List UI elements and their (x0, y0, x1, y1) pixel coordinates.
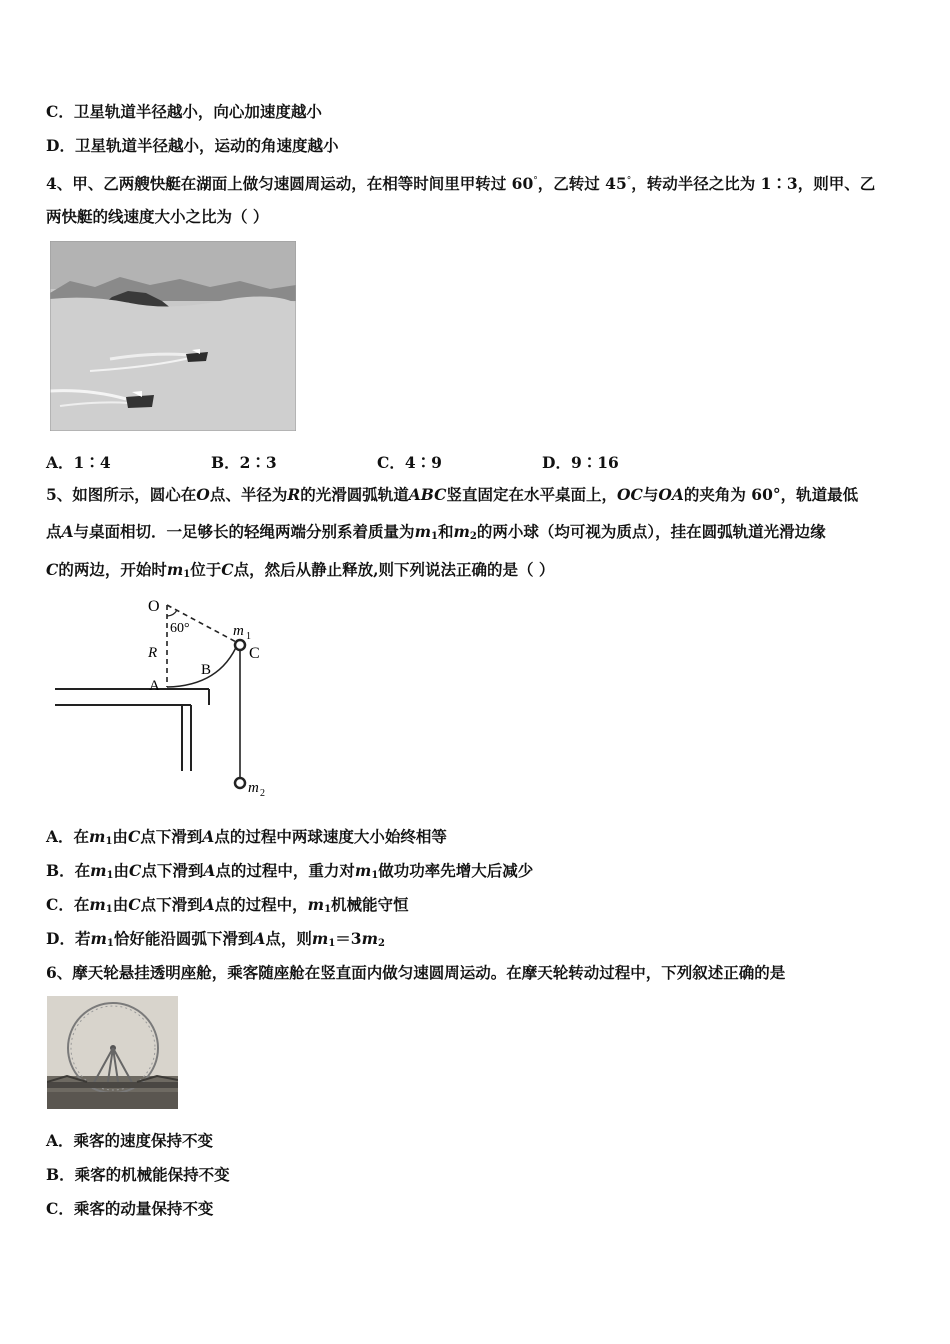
q5-option-b: B．在$m_1$由C点下滑到A点的过程中，重力对$m_1$做功功率先增大后减少 (46, 861, 534, 881)
q6-stem: 6、摩天轮悬挂透明座舱，乘客随座舱在竖直面内做匀速圆周运动。在摩天轮转动过程中，下列叙述正确的是 (46, 963, 786, 982)
svg-text:C: C (249, 645, 260, 662)
q3-option-d: D．卫星轨道半径越小，运动的角速度越小 (46, 136, 339, 155)
svg-text:B: B (201, 662, 212, 678)
speedboat-photo (50, 241, 296, 431)
svg-text:R: R (148, 645, 158, 661)
q5-option-d: D．若$m_1$恰好能沿圆弧下滑到A点，则$m_1=3m_2$ (46, 929, 385, 949)
q4-option-a: A．1∶4 (46, 453, 111, 472)
q4-option-b: B．2∶3 (211, 453, 277, 472)
q4-option-d: D．9∶16 (542, 453, 619, 472)
svg-text:m: m (248, 780, 259, 796)
q5-stem-line3: C的两边，开始时$m_1$位于C点，然后从静止释放,则下列说法正确的是（ ） (46, 560, 555, 580)
ferris-wheel-photo (47, 996, 178, 1109)
q6-option-c: C．乘客的动量保持不变 (46, 1199, 214, 1218)
q4-stem-line1: 4、甲、乙两艘快艇在湖面上做匀速圆周运动，在相等时间里甲转过 60°，乙转过 45°，转动半径之比为 1∶3，则甲、乙 (46, 174, 876, 193)
q5-option-a: A．在$m_1$由C点下滑到A点的过程中两球速度大小始终相等 (46, 827, 447, 847)
q5-option-c: C．在$m_1$由C点下滑到A点的过程中，$m_1$机械能守恒 (46, 895, 409, 915)
q3-option-c: C．卫星轨道半径越小，向心加速度越小 (46, 102, 322, 121)
svg-text:A: A (149, 678, 160, 694)
svg-text:2: 2 (260, 788, 265, 799)
q4-option-c: C．4∶9 (377, 453, 442, 472)
q5-arc-track-diagram (50, 594, 280, 804)
q4-stem-line2: 两快艇的线速度大小之比为（ ） (46, 207, 269, 226)
svg-text:60°: 60° (170, 621, 190, 636)
svg-text:1: 1 (246, 631, 251, 642)
q5-stem-line1: 5、如图所示，圆心在O点、半径为R的光滑圆弧轨道ABC竖直固定在水平桌面上，OC与OA的夹角为 60°，轨道最低 (46, 485, 859, 504)
svg-text:O: O (148, 598, 160, 615)
q6-option-a: A．乘客的速度保持不变 (46, 1131, 214, 1150)
svg-text:m: m (233, 623, 244, 639)
q6-option-b: B．乘客的机械能保持不变 (46, 1165, 230, 1184)
q5-stem-line2: 点A与桌面相切．一足够长的轻绳两端分别系着质量为$m_1$和$m_2$的两小球（均可视为质点），挂在圆弧轨道光滑边缘 (46, 522, 826, 542)
